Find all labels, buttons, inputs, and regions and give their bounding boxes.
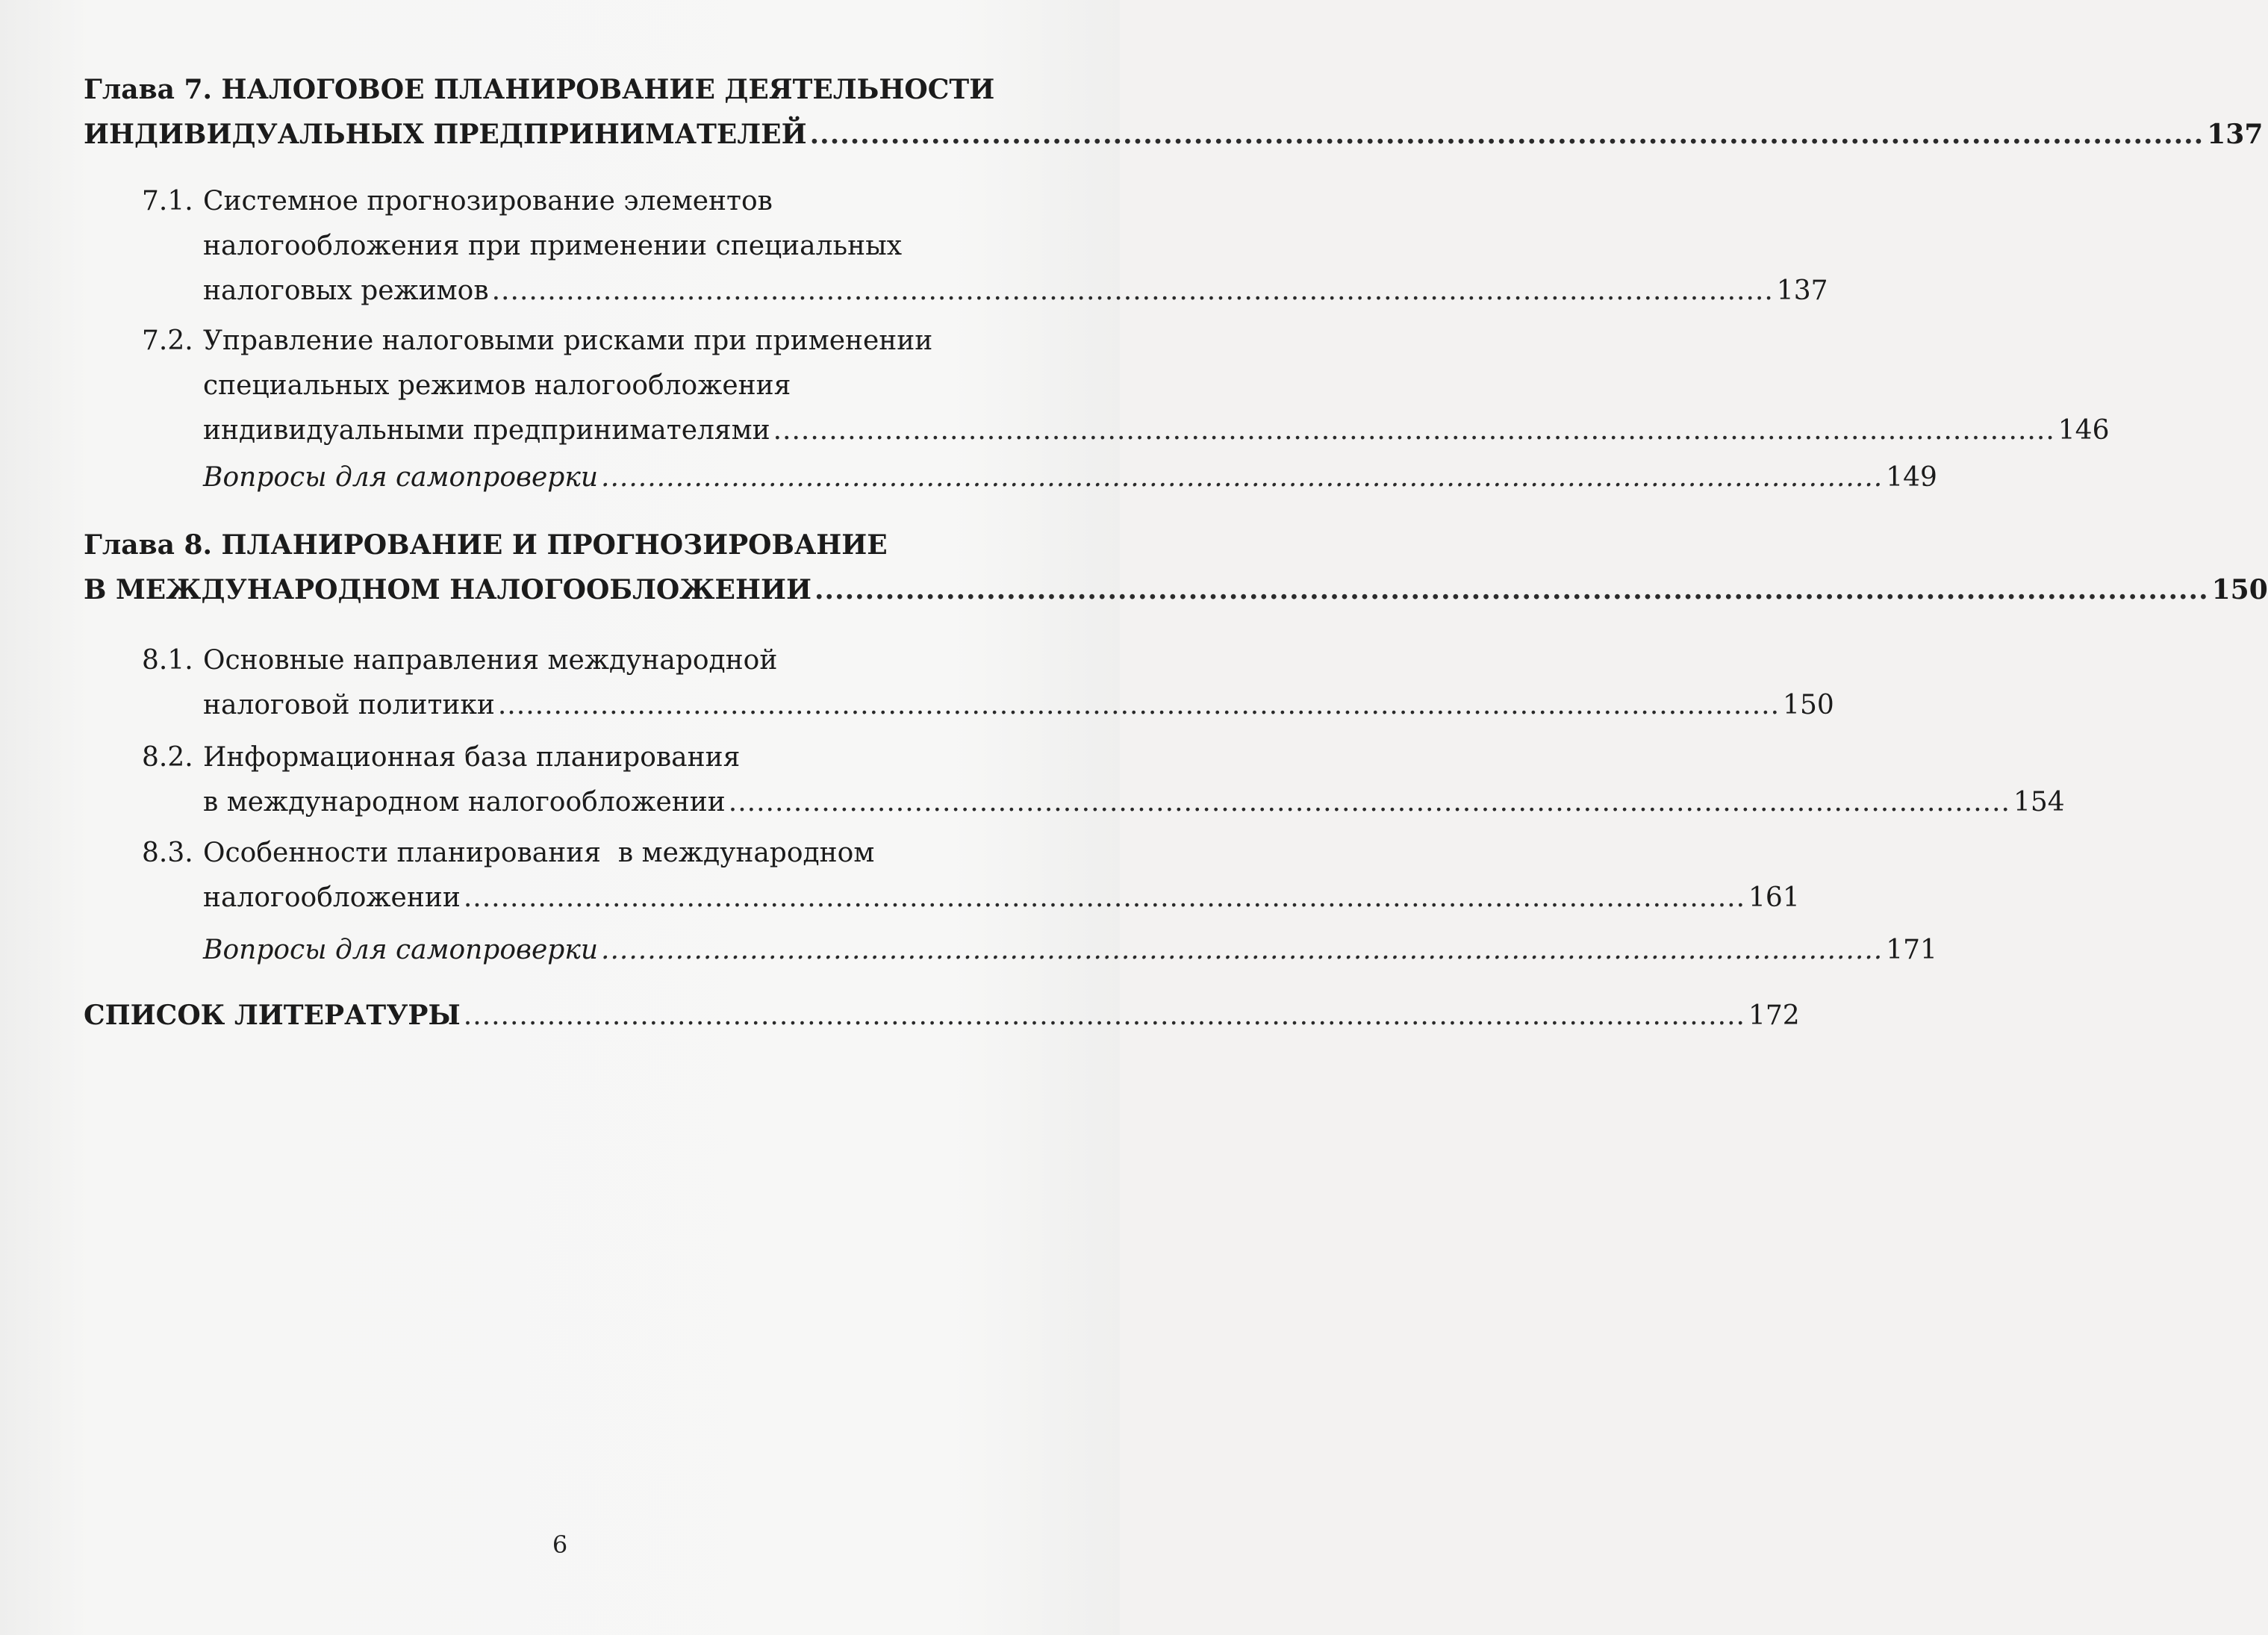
questions-label: Вопросы для самопроверки [203,462,599,493]
bibliography-label: СПИСОК ЛИТЕРАТУРЫ [84,1000,461,1031]
dot-leader: .......................................................................................................................................... [601,462,1884,493]
section-page: 137 [1776,275,1828,306]
questions-label: Вопросы для самопроверки [203,935,599,965]
section-7-1-entry [142,179,1828,314]
section-number: 8.1. [142,645,193,676]
section-page: 146 [2057,415,2110,446]
chapter-8-page: 150 [2211,574,2268,605]
chapter-8-entry [84,523,2268,612]
section-title-line1: Основные направления международной [203,645,778,676]
chapter-7-title-line2: ИНДИВИДУАЛЬНЫХ ПРЕДПРИНИМАТЕЛЕЙ [84,119,807,150]
dot-leader: .......................................................................................................................................... [491,275,1774,306]
section-title-line2: налогообложении [203,882,461,913]
section-8-2-entry [142,735,2065,825]
chapter-8-title-line1: Глава 8. ПЛАНИРОВАНИЕ И ПРОГНОЗИРОВАНИЕ [84,529,888,561]
section-title-line2: специальных режимов налогообложения [203,370,791,401]
chapter-7-entry [84,67,2264,157]
dot-leader: .......................................................................................................................................... [497,690,1781,720]
section-title-line3: индивидуальными предпринимателями [203,415,770,446]
chapter-7-title-line1: Глава 7. НАЛОГОВОЕ ПЛАНИРОВАНИЕ ДЕЯТЕЛЬНОСТИ [84,74,995,105]
dot-leader: .......................................................................................................................................... [463,1000,1745,1031]
self-check-questions-entry [203,928,1937,973]
dot-leader: .......................................................................................................................................... [814,574,2209,605]
section-title-line1: Особенности планирования в международном [203,838,875,868]
questions-page: 149 [1886,462,1937,493]
section-page: 154 [2013,787,2065,818]
section-title-line3: налоговых режимов [203,275,489,306]
section-title-line2: в международном налогообложении [203,787,726,818]
section-page: 161 [1748,882,1800,913]
section-title-line2: налогообложения при применении специальных [203,231,903,261]
page-number: 6 [552,1530,568,1559]
section-title-line2: налоговой политики [203,690,495,720]
section-number: 7.2. [142,326,193,356]
bibliography-entry [84,993,1800,1038]
chapter-8-title-line2: В МЕЖДУНАРОДНОМ НАЛОГООБЛОЖЕНИИ [84,574,812,605]
self-check-questions-entry [203,455,1937,500]
dot-leader: .......................................................................................................................................... [773,415,2055,446]
dot-leader: .......................................................................................................................................... [601,935,1884,965]
dot-leader: .......................................................................................................................................... [728,787,2010,818]
section-8-3-entry [142,831,1800,921]
dot-leader: .......................................................................................................................................... [463,882,1746,913]
section-title-line1: Управление налоговыми рисками при применении [203,326,933,356]
section-page: 150 [1783,690,1834,720]
section-7-2-entry [142,319,2110,453]
section-title-line1: Системное прогнозирование элементов [203,186,773,217]
questions-page: 171 [1886,935,1937,965]
chapter-7-page: 137 [2207,119,2264,150]
section-title-line1: Информационная база планирования [203,742,741,773]
section-number: 8.2. [142,742,193,773]
section-number: 7.1. [142,186,193,217]
section-number: 8.3. [142,838,193,868]
section-8-1-entry [142,638,1834,728]
bibliography-page: 172 [1748,1000,1800,1031]
dot-leader: .......................................................................................................................................... [809,119,2205,150]
